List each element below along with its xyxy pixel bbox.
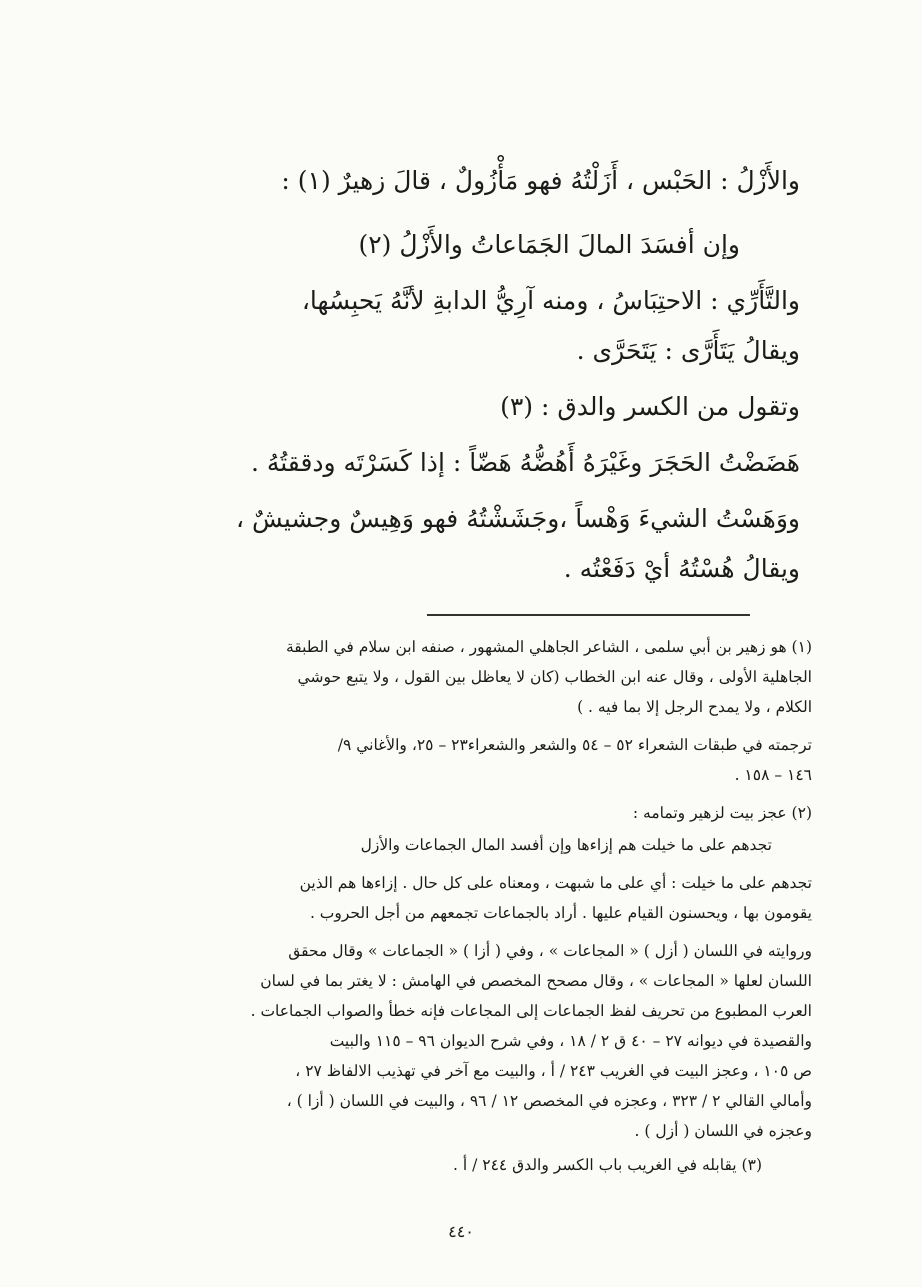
footnote-line: (٣) يقابله في الغريب باب الكسر والدق ٢٤٤ / أ . [453,1156,762,1174]
footnote-line: ص ١٠٥ ، وعجز البيت في الغريب ٢٤٣ / أ ، والبيت مع آخر في تهذيب الالفاظ ٢٧ ، [295,1062,812,1080]
footnote-line: اللسان لعلها « المجاعات » ، وقال مصحح المخصص في الهامش : لا يغتر بما في لسان [260,972,812,990]
main-line: والأَزْلُ : الحَبْس ، أَزَلْتُهُ فهو مَأْزُولٌ ، قالَ زهيرٌ (١) : [281,166,800,195]
main-line: والتَّأَرِّي : الاحتِبَاسُ ، ومنه آرِيُّ الدابةِ لأنَّهُ يَحبِسُها، [301,286,800,315]
footnote-line: الجاهلية الأولى ، وقال عنه ابن الخطاب (كان لا يعاظل بين القول ، ولا يتبع حوشي [297,668,812,686]
footnote-line: وروايته في اللسان ( أزل ) « المجاعات » ، وفي ( أزا ) « الجماعات » وقال محقق [288,942,812,960]
page-number: ٤٤٠ [448,1222,474,1241]
footnote-separator [427,614,750,616]
footnote-line: وأمالي القالي ٢ / ٣٢٣ ، وعجزه في المخصص ١٢ / ٩٦ ، والبيت في اللسان ( أزا ) ، [286,1092,812,1110]
main-line: هَضَضْتُ الحَجَرَ وغَيْرَهُ أَهُضُّهُ هَضّاً : إذا كَسَرْتَه ودققتُهُ . [250,448,800,477]
verse-line: تجدهم على ما خيلت هم إزاءها وإن أفسد المال الجماعات والأزل [360,836,772,854]
footnote-line: ترجمته في طبقات الشعراء ٥٢ – ٥٤ والشعر والشعراء٢٣ – ٢٥، والأغاني ٩/ [337,736,812,754]
main-line: وتقول من الكسر والدق : (٣) [500,392,800,421]
footnote-line: ١٤٦ – ١٥٨ . [734,766,812,784]
footnote-line: والقصيدة في ديوانه ٢٧ – ٤٠ ق ٢ / ١٨ ، وفي شرح الديوان ٩٦ – ١١٥ والبيت [329,1032,812,1050]
footnote-line: تجدهم على ما خيلت : أي على ما شبهت ، ومعناه على كل حال . إزاءها هم الذين [299,874,812,892]
verse-line: وإن أفسَدَ المالَ الجَمَاعاتُ والأَزْلُ (٢) [358,230,740,259]
footnote-line: (١) هو زهير بن أبي سلمى ، الشاعر الجاهلي المشهور ، صنفه ابن سلام في الطبقة [285,638,812,656]
main-line: ويقالُ يَتَأَرَّى : يَتَحَرَّى . [576,336,800,365]
main-line: ووَهَسْتُ الشيءَ وَهْساً ،وجَشَشْتُهُ فهو وَهِيسٌ وجشيشٌ ، [236,504,800,533]
footnote-line: الكلام ، ولا يمدح الرجل إلا بما فيه . ) [577,698,812,716]
footnote-line: (٢) عجز بيت لزهير وتمامه : [632,804,812,822]
footnote-line: العرب المطبوع من تحريف لفظ الجماعات إلى المجاعات فإنه خطأ والصواب الجماعات . [250,1002,812,1020]
main-line: ويقالُ هُسْتُهُ أيْ دَفَعْتُه . [563,554,800,583]
footnote-line: يقومون بها ، ويحسنون القيام عليها . أراد بالجماعات تجمعهم من أجل الحروب . [309,904,812,922]
footnote-line: وعجزه في اللسان ( أزل ) . [634,1122,812,1140]
